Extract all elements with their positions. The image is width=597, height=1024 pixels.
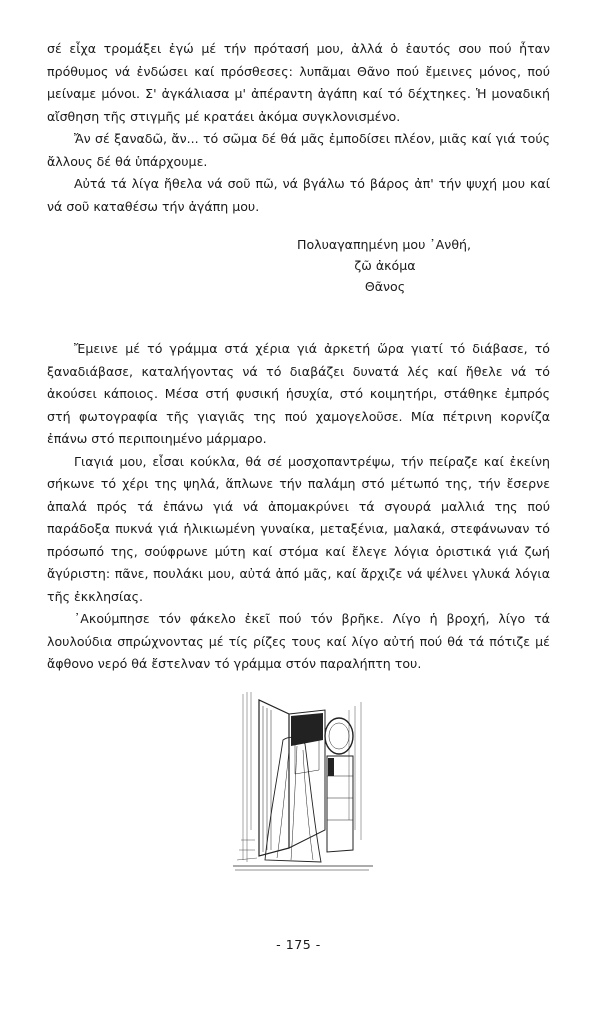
paragraph: σέ εἶχα τρομάξει ἐγώ μέ τήν πρότασή μου, ἀλλά ὁ ἑαυτός σου πού ἦταν πρόθυμος νά ἐνδώσει καί πρόσθεσες: λυπᾶμαι Θᾶνο πού ἔμεινες μόνος, πού μείναμε μόνοι. Σ' ἀγκάλιασα μ' ἀπέραντη ἀγάπη καί τό δέχτηκες. Ἡ μοναδική αἴσθηση τῆς στιγμῆς μέ κρατάει ἀκόμα συγκλονισμένο.: [47, 41, 550, 124]
signature: Θᾶνος: [364, 279, 406, 294]
narrative-body: [47, 338, 550, 676]
paragraph: Αὐτά τά λίγα ἤθελα νά σοῦ πῶ, νά βγάλω τό βάρος ἀπ' τήν ψυχή μου καί νά σοῦ καταθέσω τήν ἀγάπη μου.: [47, 176, 550, 214]
paragraph: Ἔμεινε μέ τό γράμμα στά χέρια γιά ἀρκετή ὥρα γιατί τό διάβασε, τό ξαναδιάβασε, καταλήγοντας νά τό διαβάζει δυνατά λές καί ἤθελε νά τό ἀκούσει κάποιος. Μέσα στή φυσική ἡσυχία, στό κοιμητήρι, στάθηκε ἐμπρός στή φωτογραφία τῆς γιαγιᾶς της πού χαμογελοῦσε. Μία πέτρινη κορνίζα ἐπάνω στό περιποιημένο μάρμαρο.: [47, 341, 550, 446]
letter-body: [47, 38, 550, 218]
paragraph: ᾽Ακούμπησε τόν φάκελο ἐκεῖ πού τόν βρῆκε. Λίγο ἡ βροχή, λίγο τά λουλούδια σπρώχνοντας μέ τίς ρίζες τους καί λίγο αὐτή πού θά τά πότιζε μέ ἄφθονο νερό θά ἔστελναν τό γράμμα στόν παραλήπτη του.: [47, 611, 550, 671]
page-number: - 175 -: [276, 937, 321, 952]
doorway-sketch-illustration: [229, 680, 377, 880]
salutation: Πολυαγαπημένη μου ᾽Ανθή,: [297, 237, 472, 252]
paragraph: Γιαγιά μου, εἶσαι κούκλα, θά σέ μοσχοπαντρέψω, τήν πείραζε καί ἐκείνη σήκωνε τό χέρι της ψηλά, ἅπλωνε τήν παλάμη στό μέτωπό της, τήν ἔσερνε ἁπαλά πρός τά ἐπάνω γιά νά ἀπομακρύνει τά σγουρά μαλλιά της πού παράδοξα πυκνά γιά ἡλικιωμένη γυναίκα, μεταξένια, μαλακά, στεφάνωναν τό πρόσωπό της, σούφρωνε μύτη καί στόμα καί ἔλεγε λόγια ὁριστικά γιά ζωή ἄγύριστη: πᾶνε, πουλάκι μου, αὐτά ἀπό μᾶς, καί ἄρχιζε νά ψέλνει γλυκά λόγια τῆς ἐκκλησίας.: [47, 453, 550, 604]
signoff-line: ζῶ ἀκόμα: [354, 258, 416, 273]
paragraph: Ἄν σέ ξαναδῶ, ἄν... τό σῶμα δέ θά μᾶς ἐμποδίσει πλέον, μιᾶς καί γιά τούς ἄλλους δέ θά ὑπάρχουμε.: [47, 131, 550, 169]
letter-signoff: [290, 234, 480, 297]
